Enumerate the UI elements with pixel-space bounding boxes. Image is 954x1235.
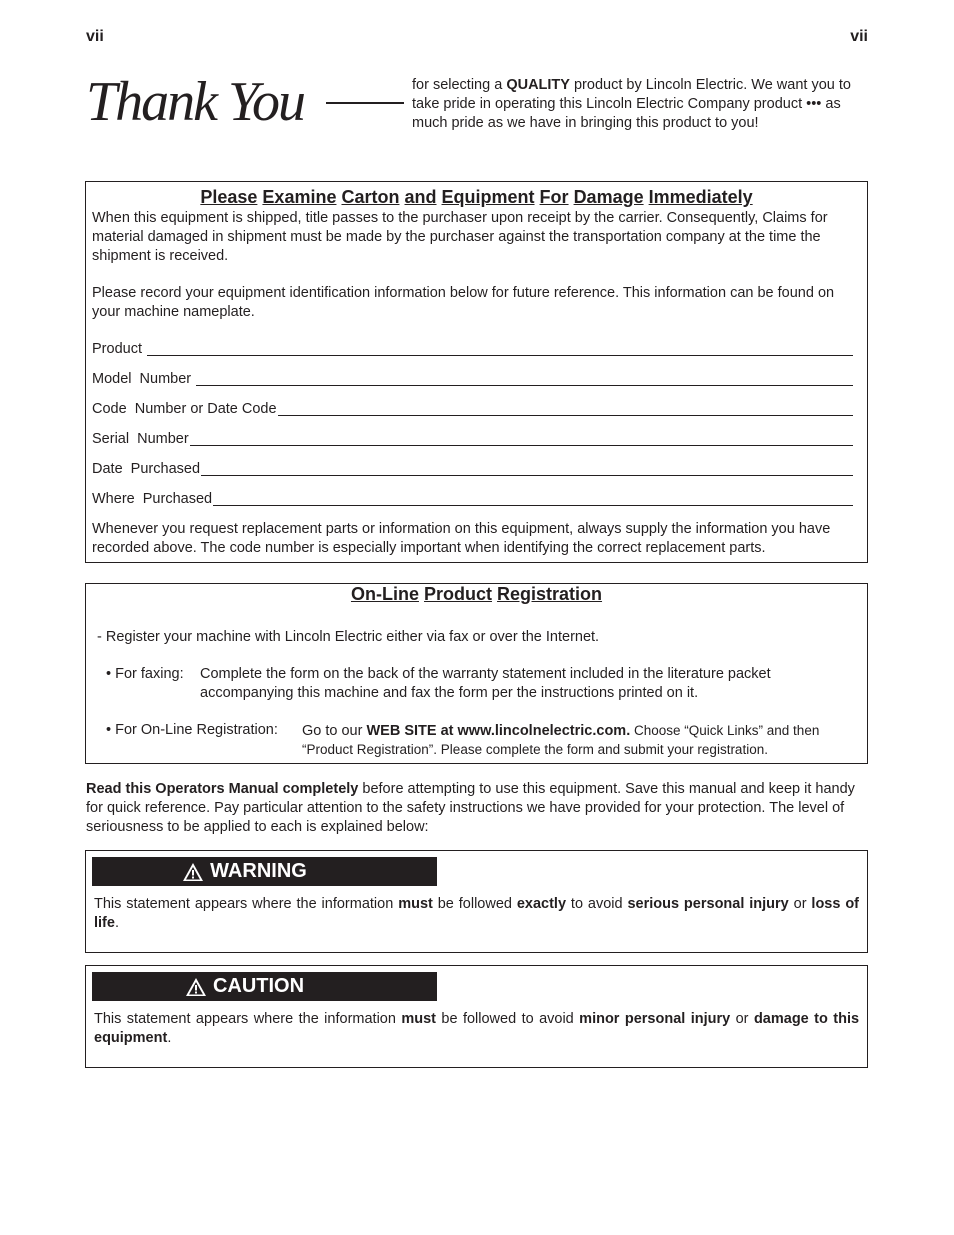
where-purchased-field[interactable]: Where Purchased <box>92 490 861 509</box>
registration-heading: On-Line Product Registration <box>350 584 603 604</box>
date-purchased-field[interactable]: Date Purchased <box>92 460 861 479</box>
warning-label-bar <box>92 857 437 886</box>
caution-box <box>85 965 868 1068</box>
serial-number-field[interactable]: Serial Number <box>92 430 861 449</box>
code-number-field[interactable]: Code Number or Date Code <box>92 400 861 419</box>
register-line: - Register your machine with Lincoln Electric either via fax or over the Internet. <box>97 629 600 645</box>
website-link[interactable]: WEB SITE at www.lincolnelectric.com. <box>366 723 631 739</box>
caution-triangle-icon <box>185 977 207 997</box>
fax-text-2: accompanying this machine and fax the form per the instructions printed on it. <box>200 685 699 701</box>
shipment-paragraph: When this equipment is shipped, title passes to the purchaser upon receipt by the carrier. Consequently, Claims for material damaged in shipment must be made by the purchaser against the transportation company at the time the shipment is received. <box>92 210 828 264</box>
thank-you-title: Thank You <box>86 71 305 133</box>
model-number-field[interactable]: Model Number <box>92 370 861 389</box>
examine-box <box>85 181 868 563</box>
fax-text-1: Complete the form on the back of the warranty statement included in the literature packet <box>200 666 771 682</box>
caution-label: CAUTION <box>212 975 305 997</box>
thank-you-text: for selecting a QUALITY product by Lincoln Electric. We want you to take pride in operating this Lincoln Electric Company product ••• as much pride as we have in bringing this product to you! <box>412 77 851 131</box>
warning-box <box>85 850 868 953</box>
online-text-1: Go to our WEB SITE at www.lincolnelectric.com. Choose “Quick Links” and then <box>302 723 820 739</box>
page-number-right: vii <box>850 28 868 45</box>
read-manual-paragraph: Read this Operators Manual completely before attempting to use this equipment. Save this manual and keep it handy for quick reference. Pay particular attention to the safety instructions we have provided for your protection. The level of seriousness to be applied to each is explained below: <box>86 781 855 835</box>
record-info-paragraph: Please record your equipment identification information below for future reference. This information can be found on your machine nameplate. <box>92 285 835 320</box>
online-text-2: “Product Registration”. Please complete the form and submit your registration. <box>302 742 768 757</box>
online-label: • For On-Line Registration: <box>106 722 278 738</box>
warning-statement: This statement appears where the information must be followed exactly to avoid serious personal injury or loss of life. <box>94 896 860 931</box>
warning-triangle-icon <box>182 862 204 882</box>
caution-statement: This statement appears where the information must be followed to avoid minor personal injury or damage to this equipment. <box>94 1011 860 1046</box>
caution-label-bar <box>92 972 437 1001</box>
fax-label: • For faxing: <box>106 666 184 682</box>
title-rule <box>326 102 404 104</box>
registration-box <box>85 583 868 764</box>
examine-heading: Please Examine Carton and Equipment For Damage Immediately <box>200 187 753 207</box>
product-field[interactable]: Product <box>92 340 861 359</box>
page-number-left: vii <box>86 28 104 45</box>
warning-label: WARNING <box>210 860 307 882</box>
replacement-parts-paragraph: Whenever you request replacement parts or information on this equipment, always supply the information you have recorded above. The code number is especially important when identifying the correct replacement parts. <box>92 521 831 556</box>
